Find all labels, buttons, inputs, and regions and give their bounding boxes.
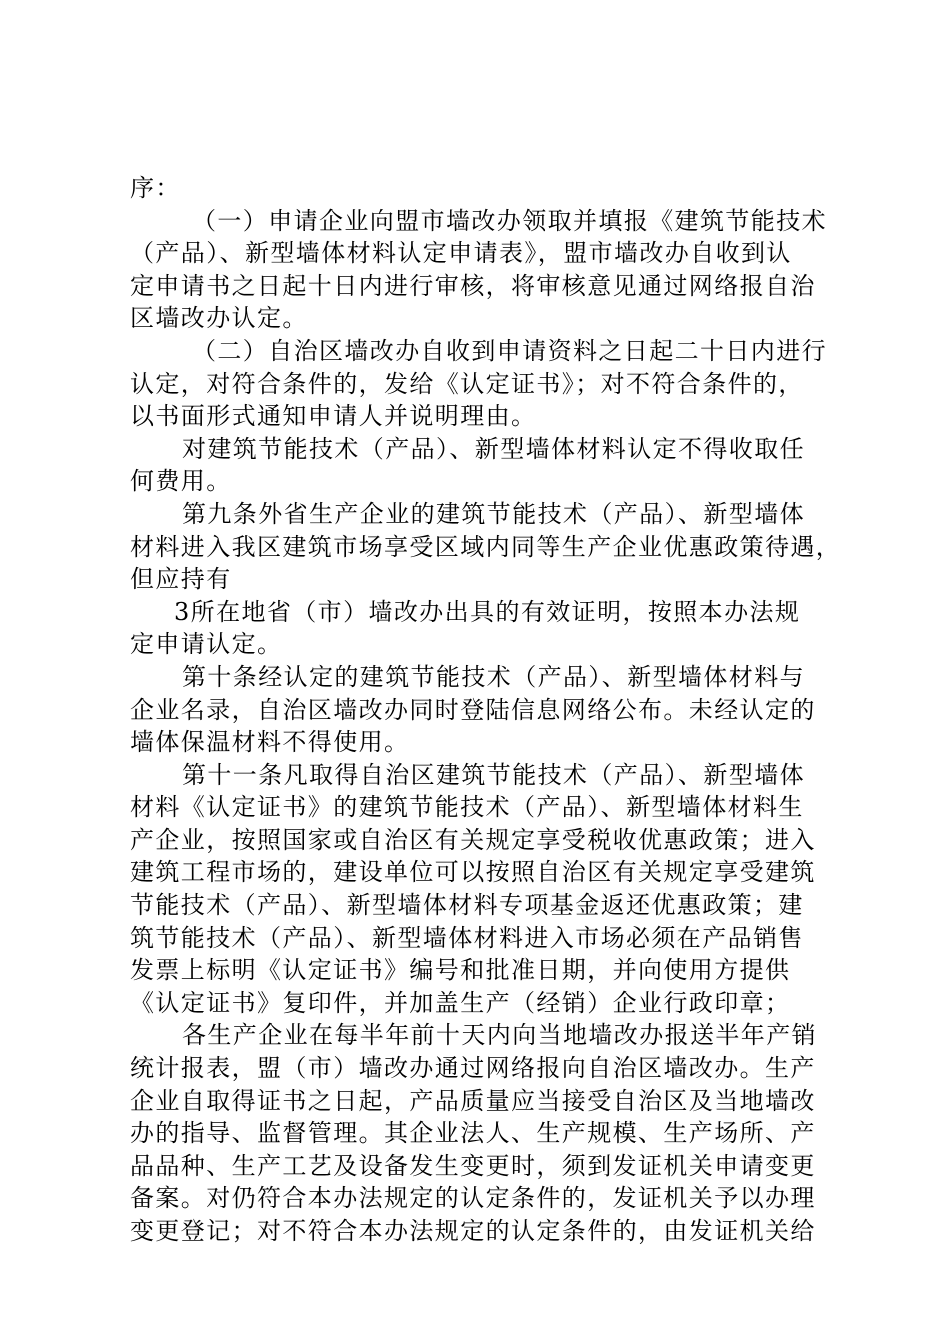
text-line: 区墙改办认定。 bbox=[130, 304, 308, 333]
text-line: 第十一条凡取得自治区建筑节能技术（产品）、新型墙体 bbox=[182, 760, 805, 789]
text-line: 何费用。 bbox=[130, 467, 232, 496]
text-line: 墙体保温材料不得使用。 bbox=[130, 728, 410, 757]
text-line: 企业自取得证书之日起，产品质量应当接受自治区及当地墙改 bbox=[130, 1086, 816, 1115]
text-line: 统计报表，盟（市）墙改办通过网络报向自治区墙改办。生产 bbox=[130, 1054, 816, 1083]
text-line: 3所在地省（市）墙改办出具的有效证明，按照本办法规 bbox=[174, 597, 801, 626]
text-line: 建筑工程市场的，建设单位可以按照自治区有关规定享受建筑 bbox=[130, 858, 816, 887]
text-line: 但应持有 bbox=[130, 565, 232, 594]
text-line: （产品）、新型墙体材料认定申请表》，盟市墙改办自收到认 bbox=[130, 239, 792, 268]
text-line: 对建筑节能技术（产品）、新型墙体材料认定不得收取任 bbox=[182, 434, 805, 463]
text-line: 定申请认定。 bbox=[130, 630, 283, 659]
text-line: 材料进入我区建筑市场享受区域内同等生产企业优惠政策待遇， bbox=[130, 532, 842, 561]
text-line: 材料《认定证书》的建筑节能技术（产品）、新型墙体材料生 bbox=[130, 793, 804, 822]
document-body bbox=[130, 172, 842, 1248]
text-line: 办的指导、监督管理。其企业法人、生产规模、生产场所、产 bbox=[130, 1119, 816, 1148]
text-line: 品品种、生产工艺及设备发生变更时，须到发证机关申请变更 bbox=[130, 1151, 816, 1180]
text-line: 第九条外省生产企业的建筑节能技术（产品）、新型墙体 bbox=[182, 499, 805, 528]
text-line: 节能技术（产品）、新型墙体材料专项基金返还优惠政策；建 bbox=[130, 891, 804, 920]
text-line: 《认定证书》复印件，并加盖生产（经销）企业行政印章； bbox=[130, 988, 791, 1017]
text-line: （一）申请企业向盟市墙改办领取并填报《建筑节能技术 bbox=[192, 206, 827, 235]
text-line: 变更登记；对不符合本办法规定的认定条件的，由发证机关给 bbox=[130, 1217, 816, 1245]
text-line: 各生产企业在每半年前十天内向当地墙改办报送半年产销 bbox=[182, 1021, 817, 1050]
text-line: 筑节能技术（产品）、新型墙体材料进入市场必须在产品销售 bbox=[130, 923, 804, 952]
text-line: 序： bbox=[130, 174, 181, 202]
text-line: 发票上标明《认定证书》编号和批准日期，并向使用方提供 bbox=[130, 956, 791, 985]
text-line: 定申请书之日起十日内进行审核，将审核意见通过网络报自治 bbox=[130, 271, 816, 300]
text-line: 备案。对仍符合本办法规定的认定条件的，发证机关予以办理 bbox=[130, 1184, 816, 1213]
text-line: 产企业，按照国家或自治区有关规定享受税收优惠政策；进入 bbox=[130, 825, 816, 854]
text-line: 企业名录，自治区墙改办同时登陆信息网络公布。未经认定的 bbox=[130, 695, 816, 724]
text-line: 以书面形式通知申请人并说明理由。 bbox=[130, 402, 537, 431]
text-line: （二）自治区墙改办自收到申请资料之日起二十日内进行 bbox=[192, 336, 827, 365]
text-line: 第十条经认定的建筑节能技术（产品）、新型墙体材料与 bbox=[182, 662, 805, 691]
text-line: 认定，对符合条件的，发给《认定证书》；对不符合条件的， bbox=[130, 369, 804, 398]
